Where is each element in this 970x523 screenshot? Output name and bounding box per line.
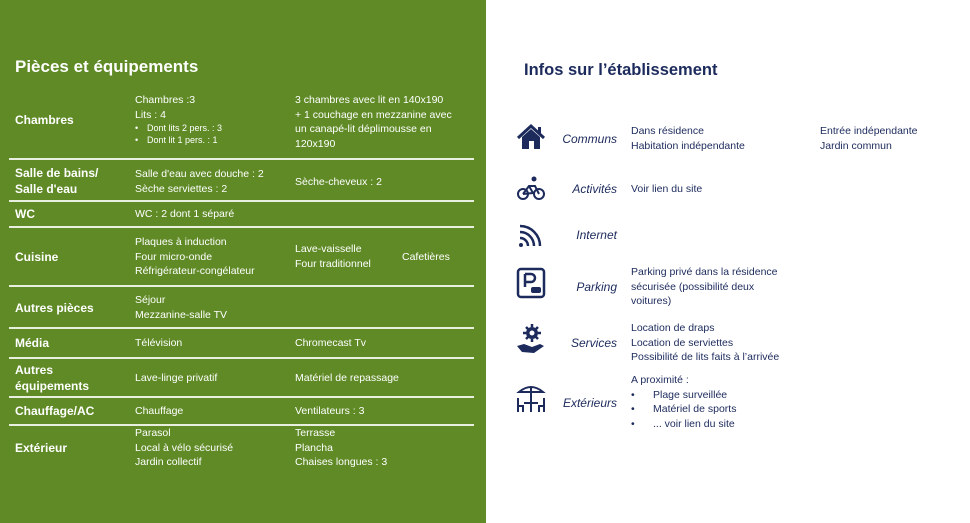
- row-col-2: 3 chambres avec lit en 140x190 + 1 couchage en mezzanine avec un canapé-lit déplimousse en 120x190: [295, 94, 452, 150]
- category-label: Services: [570, 336, 617, 350]
- row-divider: [9, 424, 474, 426]
- equipment-title: Pièces et équipements: [15, 57, 199, 76]
- row-col-2: Matériel de repassage: [295, 372, 399, 384]
- row-divider: [9, 200, 474, 202]
- row-col-1: Parasol Local à vélo sécurisé Jardin collectif: [135, 427, 234, 468]
- parking-icon: [514, 266, 548, 300]
- category-label: Parking: [576, 280, 617, 294]
- row-divider: [9, 396, 474, 398]
- row-divider: [9, 226, 474, 228]
- row-label: Média: [15, 336, 50, 350]
- info-col-2: Entrée indépendante Jardin commun: [820, 125, 918, 152]
- row-col-1: Télévision: [135, 337, 183, 349]
- row-col-1: Chauffage: [135, 405, 184, 417]
- list-item: • Matériel de sports: [631, 402, 736, 417]
- info-col-1: Location de draps Location de serviettes Possibilité de lits faits à l’arrivée: [631, 322, 780, 363]
- establishment-title: Infos sur l’établissement: [524, 61, 718, 79]
- row-col-2: Sèche-cheveux : 2: [295, 176, 382, 188]
- row-col-1: Plaques à induction Four micro-onde Réfrigérateur-congélateur: [135, 236, 255, 277]
- row-col-1: Séjour Mezzanine-salle TV: [135, 294, 228, 321]
- services-hand-gear-icon: [514, 322, 548, 356]
- row-label: Salle de bains/ Salle d'eau: [15, 166, 99, 196]
- row-label: WC: [15, 207, 35, 221]
- row-col-2: Lave-vaisselle Four traditionnel: [295, 243, 371, 270]
- row-col-1: Chambres :3 Lits : 4 • Dont lits 2 pers. : 3 • Dont lit 1 pers. : 1: [135, 93, 222, 146]
- row-divider: [9, 285, 474, 287]
- category-label: Communs: [562, 132, 617, 146]
- row-label: Autres pièces: [15, 301, 94, 315]
- info-col-1: A proximité : • Plage surveillée • Matériel de sports • ... voir lien du site: [631, 373, 736, 431]
- list-item: • Plage surveillée: [631, 388, 736, 403]
- category-label: Extérieurs: [562, 396, 617, 410]
- row-label: Autres équipements: [15, 363, 90, 393]
- row-col-2: Terrasse Plancha Chaises longues : 3: [295, 427, 388, 468]
- wifi-icon: [514, 218, 548, 252]
- row-col-2: Chromecast Tv: [295, 337, 366, 349]
- row-col-1: Lave-linge privatif: [135, 372, 218, 384]
- row-col-2: Ventilateurs : 3: [295, 405, 365, 417]
- row-label: Chambres: [15, 113, 74, 127]
- row-col-1: Salle d'eau avec douche : 2 Sèche serviettes : 2: [135, 168, 264, 195]
- row-label: Chauffage/AC: [15, 404, 95, 418]
- list-item: • ... voir lien du site: [631, 417, 736, 432]
- info-col-1: Parking privé dans la résidence sécurisée (possibilité deux voitures): [631, 266, 778, 307]
- category-label: Internet: [576, 228, 617, 242]
- info-col-1: Dans résidence Habitation indépendante: [631, 125, 745, 152]
- category-label: Activités: [572, 182, 617, 196]
- house-icon: [514, 122, 548, 156]
- info-col-1: Voir lien du site: [631, 183, 703, 195]
- establishment-panel: [486, 0, 970, 523]
- cyclist-icon: [514, 172, 548, 206]
- row-divider: [9, 327, 474, 329]
- row-divider: [9, 158, 474, 160]
- row-col-1: WC : 2 dont 1 séparé: [135, 208, 235, 220]
- row-divider: [9, 357, 474, 359]
- parasol-table-icon: [514, 382, 548, 416]
- row-label: Cuisine: [15, 250, 59, 264]
- row-label: Extérieur: [15, 441, 68, 455]
- row-col-3: Cafetières: [402, 251, 450, 263]
